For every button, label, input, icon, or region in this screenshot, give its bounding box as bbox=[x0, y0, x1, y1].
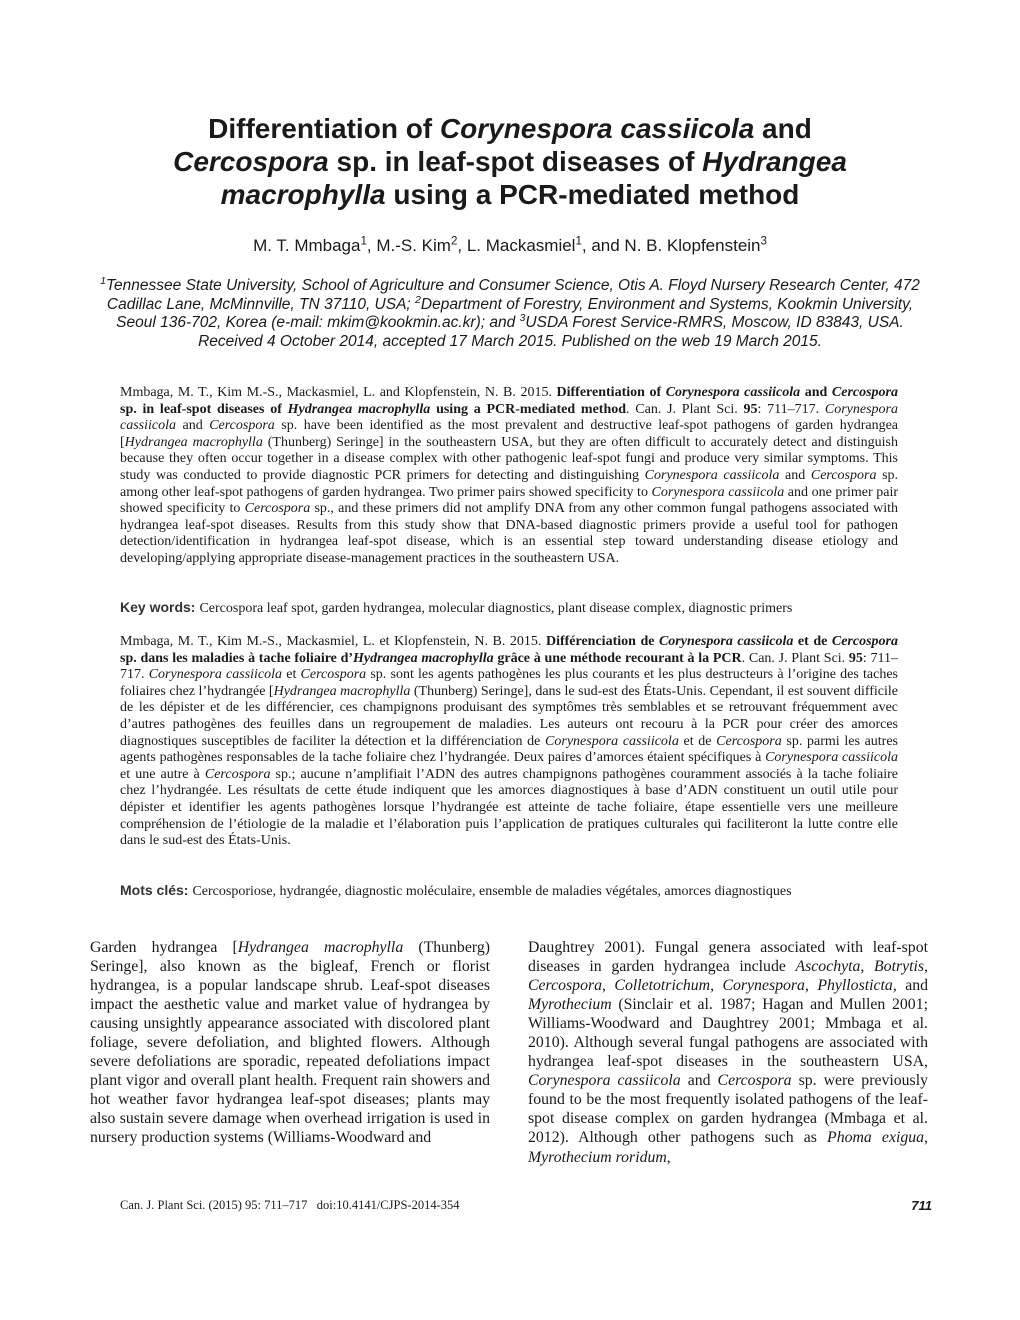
affiliation-marker: 1 bbox=[100, 274, 106, 287]
title-species: Hydrangea bbox=[702, 146, 847, 177]
mots-cles-label: Mots clés: bbox=[120, 882, 189, 898]
journal-name: . Can. J. Plant Sci. bbox=[741, 650, 849, 666]
journal-pages: : 711–717. bbox=[757, 401, 825, 417]
journal-volume: 95 bbox=[848, 650, 863, 666]
keywords-label: Key words: bbox=[120, 599, 196, 615]
affiliation-marker: 2 bbox=[415, 293, 421, 306]
abstract-english: Mmbaga, M. T., Kim M.-S., Mackasmiel, L. and Klopfenstein, N. B. 2015. Differentiation of Corynespora cassiicola and Cercospora sp. in leaf-spot diseases of Hydrangea macrophylla using a PCR-mediated method. Can. J. Plant Sci. 95: 711–717. Corynespora cassiicola and Cercospora sp. have been identified as the most prevalent and destructive leaf-spot pathogens of garden hydrangea [Hydrangea macrophylla (Thunberg) Seringe] in the southeastern USA, but they are often difficult to accurately detect and distinguish because they often occur together in a disease complex with other pathogenic leaf-spot fungi and produce very similar symptoms. This study was conducted to provide diagnostic PCR primers for detecting and distinguishing Corynespora cassiicola and Cercospora sp. among other leaf-spot pathogens of garden hydrangea. Two primer pairs showed specificity to Corynespora cassiicola and one primer pair showed specificity to Cercospora sp., and these primers did not amplify DNA from any other common fungal pathogens associated with hydrangea leaf-spot diseases. Results from this study show that DNA-based diagnostic primers provide a useful tool for pathogen detection/identification in hydrangea leaf-spot disease, which is an essential step toward understanding disease etiology and developing/applying appropriate disease-management practices in the southeastern USA. bbox=[120, 385, 899, 566]
body-column-right: Daughtrey 2001). Fungal genera associated with leaf-spot diseases in garden hydrangea include Ascochyta, Botrytis, Cercospora, Colletotrichum, Corynespora, Phyllosticta, and Myrothecium (Sinclair et al. 1987; Hagan and Mullen 2001; Williams-Woodward and Daughtrey 2001; Mmbaga et al. 2010). Although several fungal pathogens are associated with hydrangea leaf-spot diseases in the southeastern USA, Corynespora cassiicola and Cercospora sp. were previously found to be the most frequently isolated pathogens of the leaf-spot disease complex on garden hydrangea (Mmbaga et al. 2012). Although other pathogens such as Phoma exigua, Myrothecium roridum, bbox=[528, 939, 928, 1166]
body-column-left: Garden hydrangea [Hydrangea macrophylla (Thunberg) Seringe], also known as the bigleaf, French or florist hydrangea, is a popular landscape shrub. Leaf-spot diseases impact the aesthetic value and market value of hydrangea by causing unsightly appearance associated with discolored plant foliage, severe defoliation, and blighted flowers. Although severe defoliations are sporadic, repeated defoliations impact plant vigor and overall plant health. Frequent rain showers and hot weather favor hydrangea leaf-spot diseases; plants may also sustain severe damage when overhead irrigation is used in nursery production systems (Williams-Woodward and bbox=[90, 939, 490, 1147]
page-footer bbox=[120, 1198, 932, 1213]
keywords bbox=[120, 599, 910, 617]
affiliations bbox=[100, 274, 920, 351]
author-affiliation-marker: 1 bbox=[360, 235, 367, 248]
keywords-text: Cercospora leaf spot, garden hydrangea, molecular diagnostics, plant disease complex, diagnostic primers bbox=[199, 601, 793, 616]
abstract-citation: Mmbaga, M. T., Kim M.-S., Mackasmiel, L. et Klopfenstein, N. B. 2015. bbox=[120, 634, 546, 649]
author-name: M. T. Mmbaga bbox=[253, 236, 361, 255]
title-species: macrophylla bbox=[220, 179, 386, 210]
title-text: sp. in leaf-spot diseases of bbox=[328, 146, 703, 177]
footer-citation: Can. J. Plant Sci. (2015) 95: 711–717 doi:10.4141/CJPS-2014-354 bbox=[120, 1198, 460, 1212]
author-list bbox=[80, 235, 940, 257]
title-text: using a PCR-mediated method bbox=[385, 179, 800, 210]
abstract-title: Differentiation of Corynespora cassiicola and Cercospora sp. in leaf-spot diseases of Hydrangea macrophylla using a PCR-mediated method bbox=[120, 385, 899, 417]
author-affiliation-marker: 2 bbox=[450, 235, 458, 248]
journal-pages: : 711–717. bbox=[120, 650, 898, 683]
title-text: Differentiation of bbox=[208, 113, 440, 144]
author-name: , and N. B. Klopfenstein bbox=[581, 236, 761, 255]
received-dates: Received 4 October 2014, accepted 17 March 2015. Published on the web 19 March 2015. bbox=[198, 332, 822, 350]
title-species: Corynespora cassiicola bbox=[439, 113, 755, 144]
affiliation-text: USDA Forest Service-RMRS, Moscow, ID 83843, USA. bbox=[525, 314, 904, 331]
affiliation-text: Tennessee State University, School of Agriculture and Consumer Science, Otis A. Floyd Nursery Research Center, 472 Cadillac Lane, McMinnville, TN 37110, USA; bbox=[106, 277, 920, 313]
mots-cles-text: Cercosporiose, hydrangée, diagnostic moléculaire, ensemble de maladies végétales, amorces diagnostiques bbox=[192, 884, 792, 899]
author-affiliation-marker: 1 bbox=[575, 235, 582, 248]
abstract-citation: Mmbaga, M. T., Kim M.-S., Mackasmiel, L. and Klopfenstein, N. B. 2015. bbox=[120, 385, 557, 400]
title-species: Cercospora bbox=[173, 146, 329, 177]
abstract-title: Différenciation de Corynespora cassiicola et de Cercospora sp. dans les maladies à tache foliaire d’Hydrangea macrophylla grâce à une méthode recourant à la PCR bbox=[120, 634, 898, 666]
title-text: and bbox=[754, 113, 812, 144]
journal-volume: 95 bbox=[743, 401, 758, 417]
author-name: , L. Mackasmiel bbox=[457, 236, 576, 255]
page-number: 711 bbox=[911, 1198, 932, 1213]
author-affiliation-marker: 3 bbox=[760, 235, 767, 248]
affiliation-marker: 3 bbox=[519, 311, 526, 324]
affiliation-text: Department of Forestry, Environment and Systems, Kookmin University, Seoul 136-702, Korea (e-mail: mkim@kookmin.ac.kr); and bbox=[116, 295, 914, 331]
author-name: , M.-S. Kim bbox=[366, 236, 451, 255]
article-title bbox=[80, 112, 940, 211]
abstract-french: Mmbaga, M. T., Kim M.-S., Mackasmiel, L. et Klopfenstein, N. B. 2015. Différenciation de Corynespora cassiicola et de Cercospora sp. dans les maladies à tache foliaire d’Hydrangea macrophylla grâce à une méthode recourant à la PCR. Can. J. Plant Sci. 95: 711–717. Corynespora cassiicola et Cercospora sp. sont les agents pathogènes les plus courants et les plus destructeurs à l’origine des taches foliaires chez l’hydrangée [Hydrangea macrophylla (Thunberg) Seringe], dans le sud-est des États-Unis. Cependant, il est souvent difficile de les dépister et de les différencier, ces champignons produisant des symptômes très semblables et se retrouvant fréquemment avec d’autres pathogènes des feuilles dans un regroupement de maladies. Les auteurs ont recouru à la PCR pour créer des amorces diagnostiques susceptibles de faciliter la détection et la différenciation de Corynespora cassiicola et de Cercospora sp. parmi les autres agents pathogènes responsables de la tache foliaire chez l’hydrangée. Deux paires d’amorces étaient spécifiques à Corynespora cassiicola et une autre à Cercospora sp.; aucune n’amplifiait l’ADN des autres champignons pathogènes couramment associés à la tache foliaire chez l’hydrangée. Les résultats de cette étude indiquent que les amorces diagnostiques à base d’ADN constituent un outil utile pour dépister et identifier les agents pathogènes lorsque l’hydrangée est atteinte de tache foliaire, étape essentielle vers une meilleure compréhension de l’étiologie de la maladie et l’élaboration puis l’application de pratiques culturales qui faciliteront la lutte contre elle dans le sud-est des États-Unis. bbox=[120, 634, 899, 849]
mots-cles bbox=[120, 882, 910, 900]
journal-name: . Can. J. Plant Sci. bbox=[626, 401, 744, 417]
